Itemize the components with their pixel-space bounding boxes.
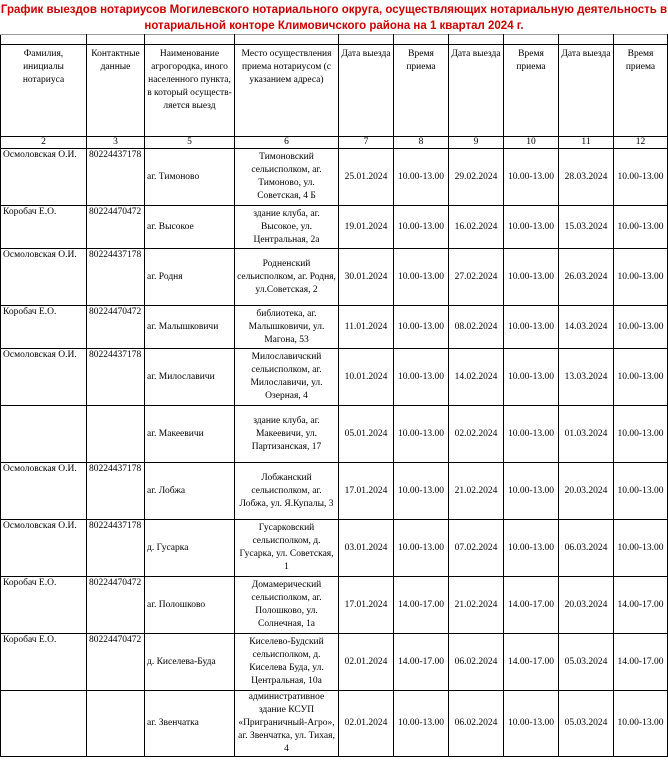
reception-time-cell: 10.00-13.00 [394,306,449,349]
reception-time-cell: 10.00-13.00 [504,463,559,520]
table-row [1,149,668,206]
visit-date-cell: 27.02.2024 [449,249,504,306]
visit-date-cell: 08.02.2024 [449,306,504,349]
reception-place-cell: здание клуба, аг. Высокое, ул. Центральная, 2а [235,206,339,249]
contact-phone-cell: 80224470472 [87,306,145,349]
reception-time-cell: 10.00-13.00 [504,149,559,206]
visit-date-cell: 30.01.2024 [339,249,394,306]
contact-phone-cell: 80224470472 [87,634,145,691]
reception-time-cell: 10.00-13.00 [614,406,668,463]
visit-date-cell: 10.01.2024 [339,349,394,406]
visit-date-cell: 25.01.2024 [339,149,394,206]
header-time-3: Время приема [614,45,668,137]
visit-date-cell: 17.01.2024 [339,463,394,520]
reception-time-cell: 10.00-13.00 [614,206,668,249]
reception-place-cell: Киселево-Будский сельисполком, д. Киселева Буда, ул. Центральная, 10а [235,634,339,691]
reception-time-cell: 10.00-13.00 [504,206,559,249]
table-row [1,249,668,306]
column-number: 10 [504,137,559,149]
locality-cell: аг. Родня [145,249,235,306]
header-contacts: Контактные данные [87,45,145,137]
locality-cell: аг. Малышковичи [145,306,235,349]
reception-time-cell: 10.00-13.00 [504,349,559,406]
reception-time-cell: 14.00-17.00 [504,634,559,691]
reception-time-cell: 10.00-13.00 [504,306,559,349]
contact-phone-cell [87,406,145,463]
column-number: 6 [235,137,339,149]
reception-time-cell: 10.00-13.00 [614,691,668,757]
reception-place-cell: здание клуба, аг. Макеевичи, ул. Партизанская, 17 [235,406,339,463]
header-time-2: Время приема [504,45,559,137]
notary-name-cell [1,406,87,463]
contact-phone-cell: 80224437178 [87,463,145,520]
locality-cell: аг. Высокое [145,206,235,249]
reception-place-cell: Тимоновский сельисполком, аг. Тимоново, ул. Советская, 4 Б [235,149,339,206]
header-date-3: Дата выезда [559,45,614,137]
column-number: 3 [87,137,145,149]
locality-cell: аг. Милославичи [145,349,235,406]
notary-name-cell [1,691,87,757]
reception-time-cell: 10.00-13.00 [614,349,668,406]
visit-date-cell: 02.01.2024 [339,691,394,757]
reception-time-cell: 10.00-13.00 [394,520,449,577]
visit-date-cell: 02.02.2024 [449,406,504,463]
table-row [1,691,668,757]
visit-date-cell: 06.02.2024 [449,634,504,691]
reception-time-cell: 10.00-13.00 [394,349,449,406]
contact-phone-cell: 80224437178 [87,520,145,577]
visit-date-cell: 14.02.2024 [449,349,504,406]
spacer-row [1,35,668,45]
column-number: 9 [449,137,504,149]
visit-date-cell: 06.02.2024 [449,691,504,757]
locality-cell: аг. Лобжа [145,463,235,520]
table-row [1,406,668,463]
reception-time-cell: 10.00-13.00 [394,691,449,757]
locality-cell: аг. Макеевичи [145,406,235,463]
reception-time-cell: 10.00-13.00 [394,206,449,249]
visit-date-cell: 13.03.2024 [559,349,614,406]
visit-date-cell: 06.03.2024 [559,520,614,577]
visit-date-cell: 15.03.2024 [559,206,614,249]
visit-date-cell: 20.03.2024 [559,463,614,520]
schedule-table [0,34,668,757]
reception-time-cell: 10.00-13.00 [504,520,559,577]
reception-time-cell: 10.00-13.00 [504,249,559,306]
locality-cell: аг. Звенчатка [145,691,235,757]
reception-time-cell: 14.00-17.00 [614,577,668,634]
visit-date-cell: 05.01.2024 [339,406,394,463]
reception-time-cell: 14.00-17.00 [394,577,449,634]
reception-place-cell: Гусарковский сельисполком, д. Гусарка, ул. Советская, 1 [235,520,339,577]
table-row [1,463,668,520]
notary-name-cell: Коробач Е.О. [1,206,87,249]
reception-place-cell: административное здание КСУП «Приграничный-Агро», аг. Звенчатка, ул. Тихая, 4 [235,691,339,757]
contact-phone-cell: 80224437178 [87,249,145,306]
visit-date-cell: 19.01.2024 [339,206,394,249]
visit-date-cell: 17.01.2024 [339,577,394,634]
locality-cell: д. Гусарка [145,520,235,577]
visit-date-cell: 28.03.2024 [559,149,614,206]
visit-date-cell: 26.03.2024 [559,249,614,306]
notary-name-cell: Осмоловская О.И. [1,463,87,520]
reception-time-cell: 10.00-13.00 [504,406,559,463]
header-row [1,45,668,137]
visit-date-cell: 07.02.2024 [449,520,504,577]
table-row [1,206,668,249]
column-number-row [1,137,668,149]
visit-date-cell: 03.01.2024 [339,520,394,577]
visit-date-cell: 20.03.2024 [559,577,614,634]
notary-name-cell: Коробач Е.О. [1,577,87,634]
reception-place-cell: Лобжанский сельисполком, аг. Лобжа, ул. Я.Купалы, 3 [235,463,339,520]
visit-date-cell: 05.03.2024 [559,634,614,691]
column-number: 7 [339,137,394,149]
notary-name-cell: Осмоловская О.И. [1,349,87,406]
locality-cell: аг. Полошково [145,577,235,634]
reception-time-cell: 14.00-17.00 [614,634,668,691]
table-row [1,349,668,406]
contact-phone-cell [87,691,145,757]
table-row [1,577,668,634]
reception-time-cell: 10.00-13.00 [394,463,449,520]
contact-phone-cell: 80224470472 [87,206,145,249]
visit-date-cell: 11.01.2024 [339,306,394,349]
header-place: Место осуществления приема нотариусом (с указанием адреса) [235,45,339,137]
reception-time-cell: 10.00-13.00 [614,520,668,577]
reception-place-cell: Домамерический сельисполком, аг. Полошково, ул. Солнечная, 1а [235,577,339,634]
reception-time-cell: 14.00-17.00 [504,577,559,634]
header-date-1: Дата выезда [339,45,394,137]
reception-time-cell: 10.00-13.00 [504,691,559,757]
notary-name-cell: Коробач Е.О. [1,306,87,349]
visit-date-cell: 21.02.2024 [449,577,504,634]
contact-phone-cell: 80224470472 [87,577,145,634]
visit-date-cell: 21.02.2024 [449,463,504,520]
reception-time-cell: 10.00-13.00 [614,249,668,306]
reception-place-cell: библиотека, аг. Малышковичи, ул. Магона, 53 [235,306,339,349]
locality-cell: д. Киселева-Буда [145,634,235,691]
header-time-1: Время приема [394,45,449,137]
reception-time-cell: 10.00-13.00 [614,306,668,349]
column-number: 11 [559,137,614,149]
header-locality: Наименование агрогородка, иного населенного пункта, в который осуществ-ляется выезд [145,45,235,137]
contact-phone-cell: 80224437178 [87,349,145,406]
reception-place-cell: Милославичский сельисполком, аг. Милославичи, ул. Озерная, 4 [235,349,339,406]
notary-name-cell: Осмоловская О.И. [1,249,87,306]
column-number: 2 [1,137,87,149]
notary-name-cell: Коробач Е.О. [1,634,87,691]
table-row [1,520,668,577]
notary-name-cell: Осмоловская О.И. [1,149,87,206]
column-number: 8 [394,137,449,149]
visit-date-cell: 02.01.2024 [339,634,394,691]
visit-date-cell: 16.02.2024 [449,206,504,249]
visit-date-cell: 01.03.2024 [559,406,614,463]
notary-name-cell: Осмоловская О.И. [1,520,87,577]
reception-time-cell: 14.00-17.00 [394,634,449,691]
reception-time-cell: 10.00-13.00 [394,249,449,306]
visit-date-cell: 05.03.2024 [559,691,614,757]
column-number: 12 [614,137,668,149]
header-date-2: Дата выезда [449,45,504,137]
contact-phone-cell: 80224437178 [87,149,145,206]
reception-time-cell: 10.00-13.00 [394,406,449,463]
header-name: Фамилия, инициалы нотариуса [1,45,87,137]
column-number: 5 [145,137,235,149]
reception-place-cell: Родненский сельисполком, аг. Родня, ул.Советская, 2 [235,249,339,306]
visit-date-cell: 14.03.2024 [559,306,614,349]
reception-time-cell: 10.00-13.00 [614,463,668,520]
visit-date-cell: 29.02.2024 [449,149,504,206]
reception-time-cell: 10.00-13.00 [614,149,668,206]
page-title: График выездов нотариусов Могилевского нотариального округа, осуществляющих нотариальную деятельность в нотариальной конторе Климовичского района на 1 квартал 2024 г. [0,4,668,32]
locality-cell: аг. Тимоново [145,149,235,206]
reception-time-cell: 10.00-13.00 [394,149,449,206]
table-row [1,634,668,691]
table-row [1,306,668,349]
